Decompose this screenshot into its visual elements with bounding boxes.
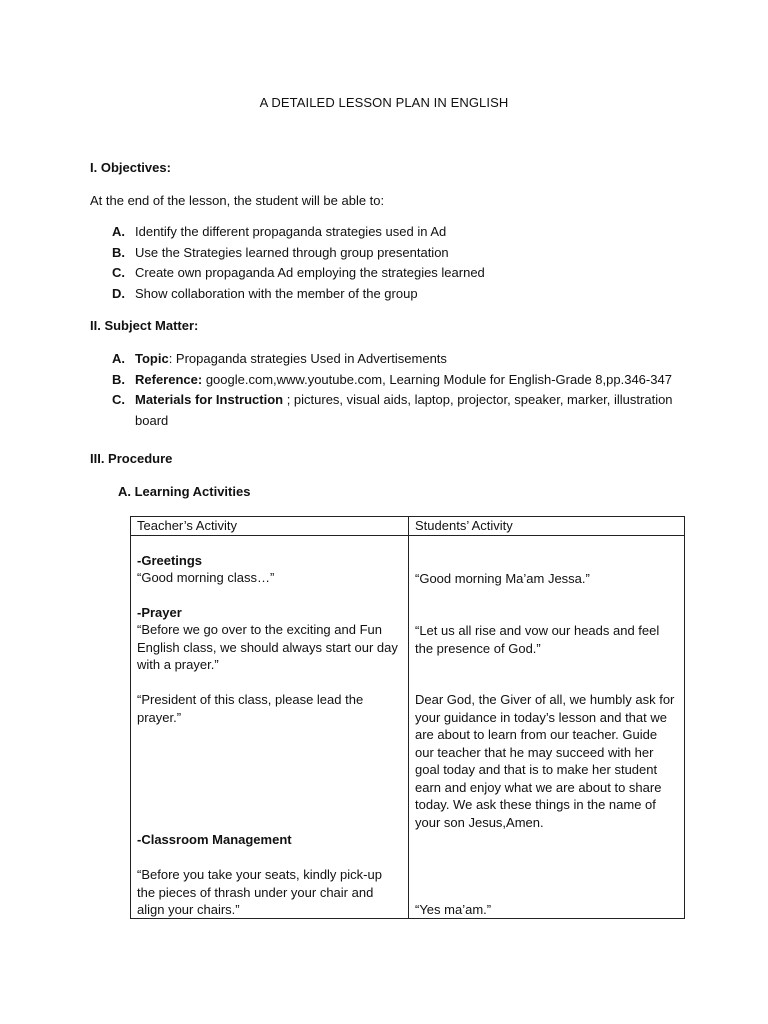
classroom-management-label: -Classroom Management: [137, 832, 292, 847]
table-row: [131, 536, 685, 919]
greetings-label: -Greetings: [137, 553, 203, 568]
president-text: “President of this class, please lead the prayer.”: [137, 692, 364, 725]
list-item: C. Create own propaganda Ad employing the strategies learned: [112, 265, 485, 280]
objectives-list: [90, 222, 690, 304]
students-column-header: Students’ Activity: [409, 517, 685, 536]
student-prayer-text: Dear God, the Giver of all, we humbly ask for your guidance in today’s lesson and that we are about to learn from our teacher. Guide our teacher that he may succeed with her goal today and that is to make her student earn and enjoy what we are about to share today. We ask these things in the name of your son Jesus,Amen.: [415, 692, 675, 830]
learning-activities-heading: A. Learning Activities: [118, 484, 251, 499]
greetings-text: “Good morning class…”: [137, 570, 275, 585]
prayer-label: -Prayer: [137, 605, 182, 620]
list-item: A. Identify the different propaganda strategies used in Ad: [112, 224, 447, 239]
students-activity-cell: [409, 536, 685, 919]
greeting-reply: “Good morning Ma’am Jessa.”: [415, 571, 590, 586]
objectives-heading: I. Objectives:: [90, 160, 171, 175]
subject-matter-list: [90, 349, 675, 431]
objectives-intro: At the end of the lesson, the student will be able to:: [90, 193, 385, 208]
list-item: C. Materials for Instruction ; pictures, visual aids, laptop, projector, speaker, marker, illustration board: [112, 392, 673, 428]
teacher-activity-cell: [131, 536, 409, 919]
prayer-reply: “Let us all rise and vow our heads and feel the presence of God.”: [415, 623, 660, 656]
procedure-heading: III. Procedure: [90, 451, 173, 466]
prayer-text: “Before we go over to the exciting and Fun English class, we should always start our day with a prayer.”: [137, 622, 398, 672]
subject-matter-heading: II. Subject Matter:: [90, 318, 199, 333]
list-item: D. Show collaboration with the member of the group: [112, 285, 418, 301]
teacher-column-header: Teacher’s Activity: [131, 517, 409, 536]
list-item: B. Reference: google.com,www.youtube.com, Learning Module for English-Grade 8,pp.346-347: [112, 371, 672, 387]
learning-activities-table: [130, 516, 685, 919]
table-header-row: [131, 517, 685, 536]
list-item: B. Use the Strategies learned through group presentation: [112, 244, 449, 260]
page-title: A DETAILED LESSON PLAN IN ENGLISH: [259, 95, 509, 110]
classroom-reply: “Yes ma’am.”: [415, 902, 492, 917]
list-item: A. Topic: Propaganda strategies Used in Advertisements: [112, 351, 447, 366]
classroom-management-text: “Before you take your seats, kindly pick-up the pieces of thrash under your chair and align your chairs.”: [137, 867, 382, 917]
